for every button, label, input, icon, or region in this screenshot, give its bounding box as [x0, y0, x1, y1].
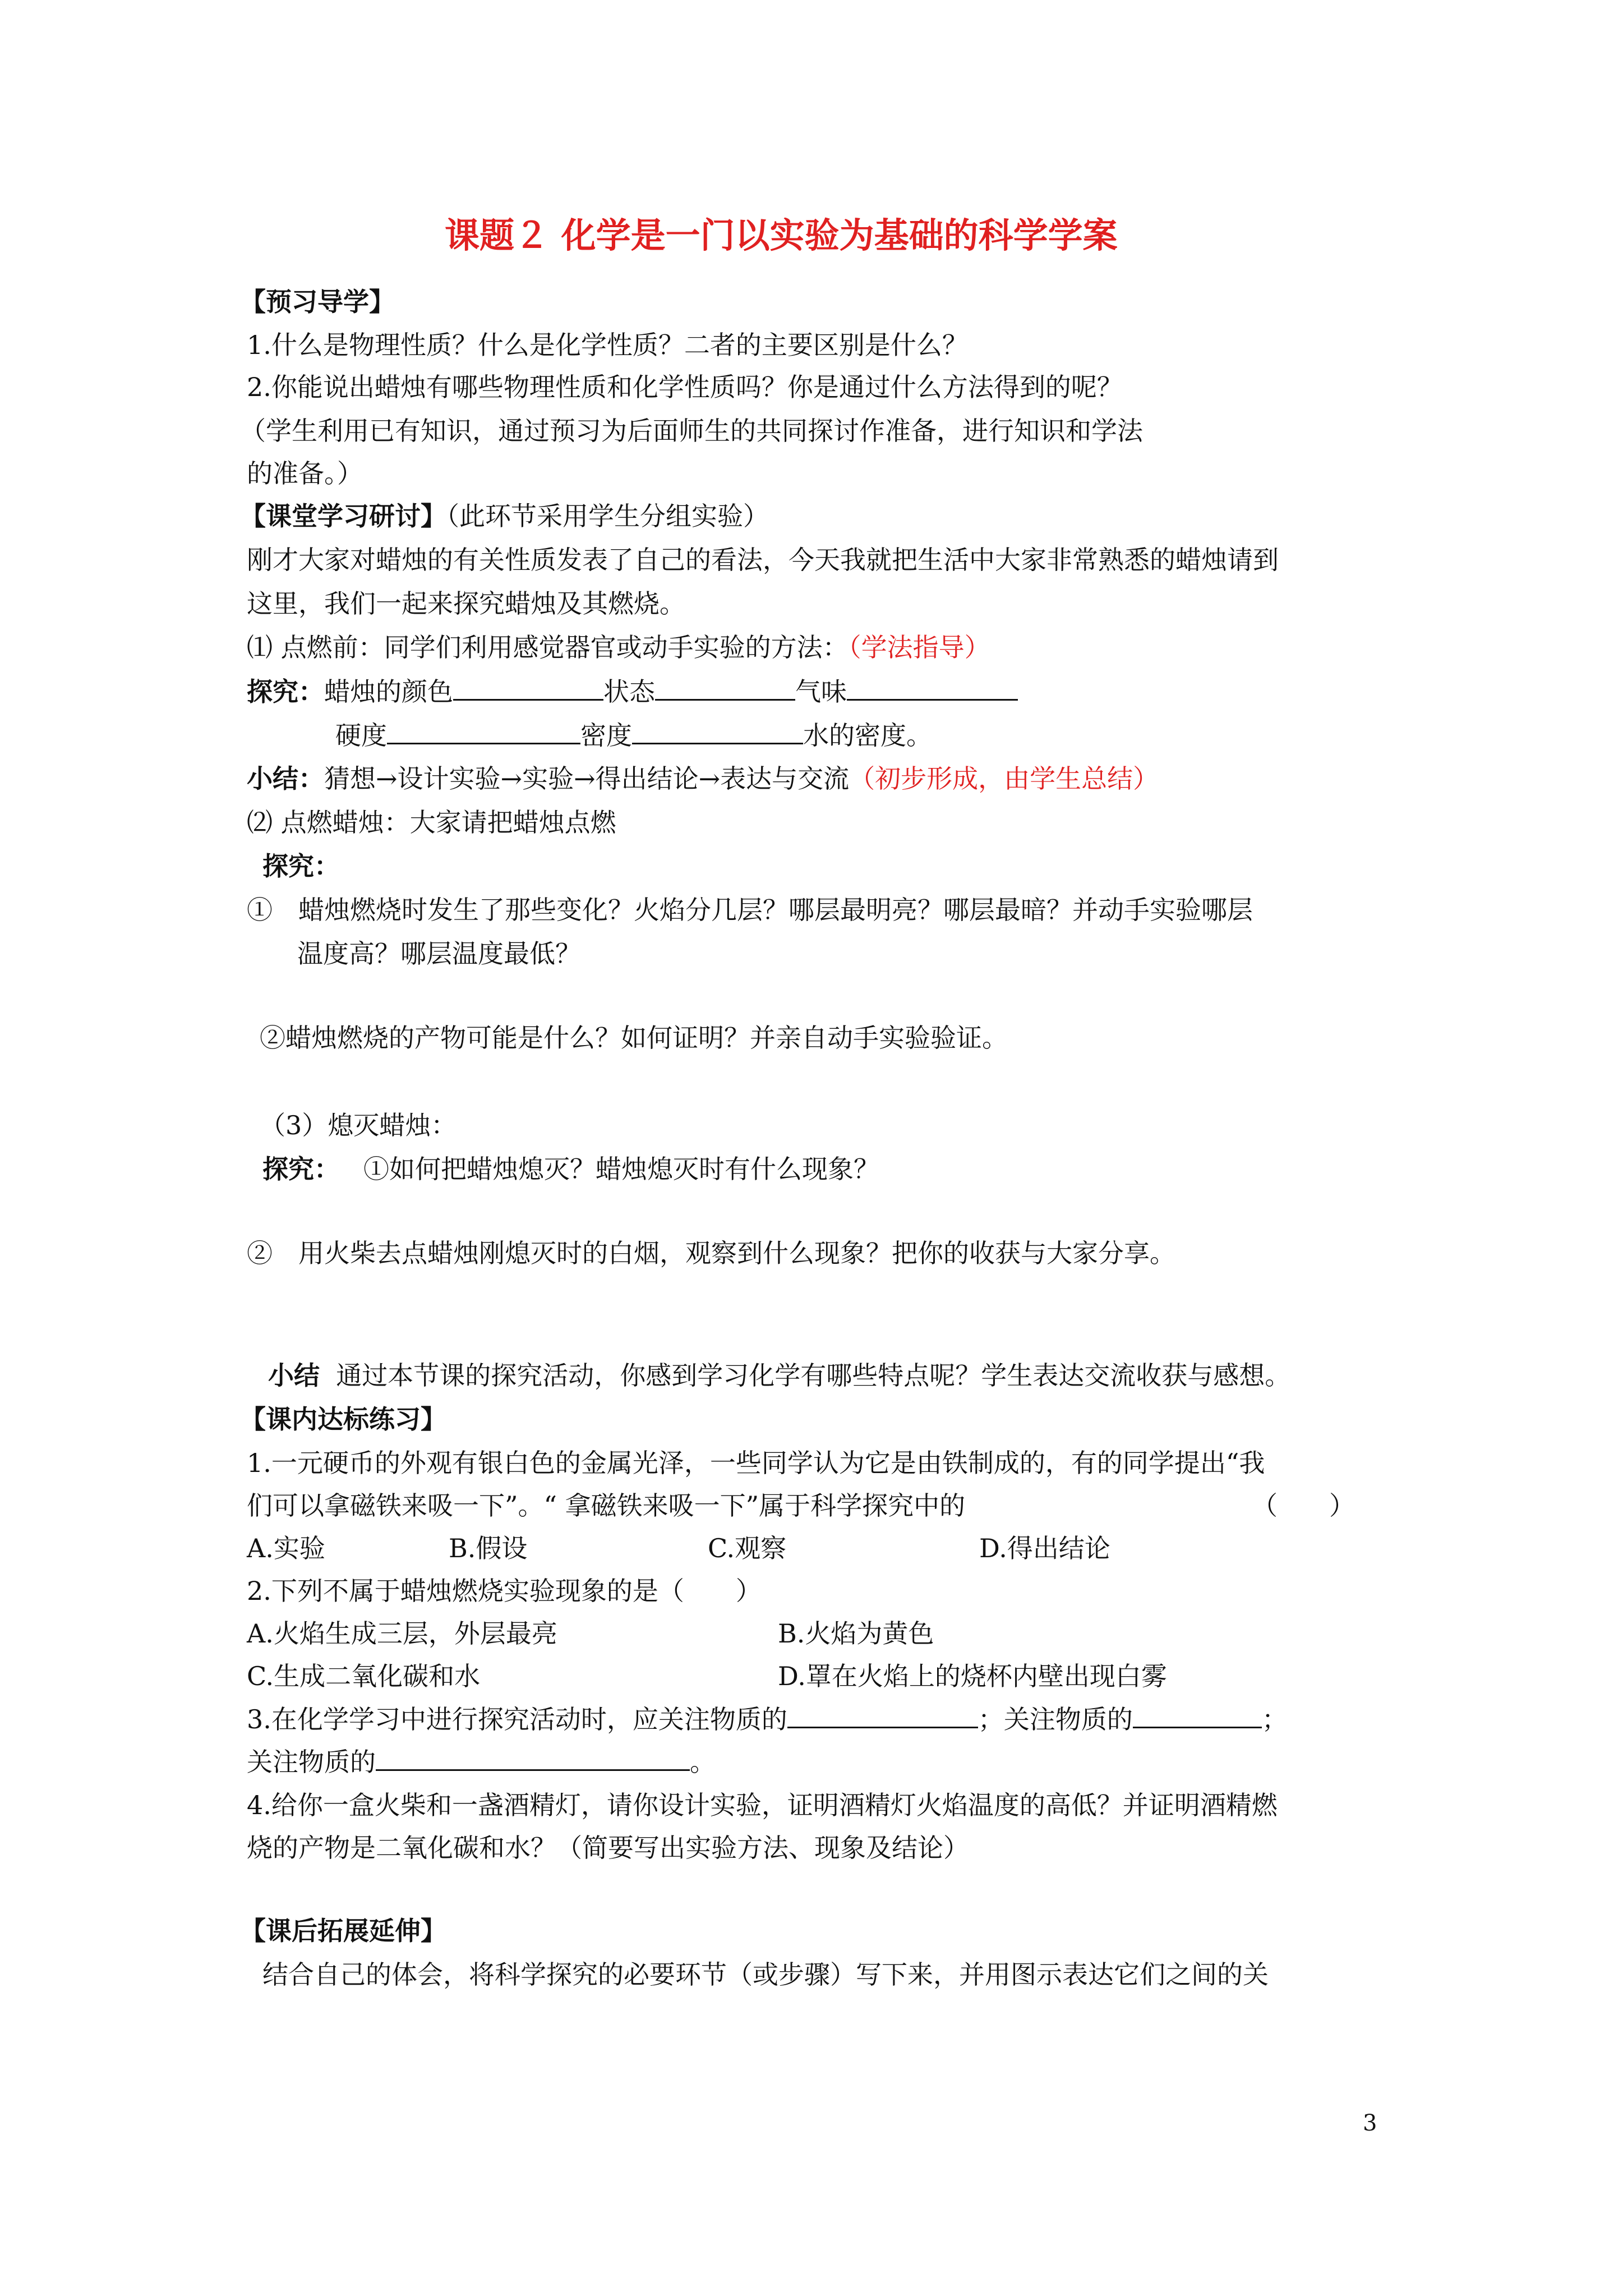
burning-question-1: ① 蜡烛燃烧时发生了那些变化？火焰分几层？哪层最明亮？哪层最暗？并动手实验哪层	[247, 895, 1253, 925]
explore-label-2: 探究：	[262, 851, 340, 881]
state-blank[interactable]	[655, 674, 795, 701]
exercise-2-option-b: B.火焰为黄色	[778, 1618, 934, 1649]
preview-question-2: 2.你能说出蜡烛有哪些物理性质和化学性质吗？你是通过什么方法得到的呢？	[247, 372, 1123, 402]
preview-note-line-1: （学生利用已有知识，通过预习为后面师生的共同探讨作准备，进行知识和学法	[240, 416, 1143, 446]
classroom-intro-line-2: 这里，我们一起来探究蜡烛及其燃烧。	[247, 588, 685, 619]
color-blank[interactable]	[453, 674, 603, 701]
density-label: 密度	[580, 720, 632, 751]
explore-properties-line-1	[247, 674, 1018, 708]
preview-note-line-2: 的准备。）	[247, 458, 363, 489]
exercise-3-blank-3[interactable]	[376, 1745, 690, 1771]
exercise-1-option-d: D.得出结论	[979, 1533, 1110, 1563]
step-before-lighting	[247, 631, 990, 664]
summary-text: 猜想→设计实验→实验→得出结论→表达与交流	[324, 763, 850, 794]
exercise-1-option-a: A.实验	[247, 1533, 325, 1563]
burning-question-1-cont: 温度高？哪层温度最低？	[297, 938, 581, 969]
classroom-intro-line-1: 刚才大家对蜡烛的有关性质发表了自己的看法，今天我就把生活中大家非常熟悉的蜡烛请到	[247, 545, 1279, 575]
color-label: 蜡烛的颜色	[324, 677, 453, 707]
method-guide-note: （学法指导）	[848, 632, 990, 662]
step-before-lighting-text: ⑴ 点燃前：同学们利用感觉器官或动手实验的方法：	[247, 632, 849, 662]
step-extinguish: （3）熄灭蜡烛：	[260, 1110, 457, 1140]
exercise-2-option-a: A.火焰生成三层，外层最亮	[247, 1618, 557, 1649]
exercise-3-text-e: 。	[690, 1747, 716, 1777]
hardness-blank[interactable]	[387, 718, 580, 744]
summary-line	[247, 762, 1159, 795]
exercise-3-blank-2[interactable]	[1133, 1702, 1262, 1728]
exercise-4-line-1: 4.给你一盒火柴和一盏酒精灯，请你设计实验，证明酒精灯火焰温度的高低？并证明酒精燃	[247, 1790, 1278, 1820]
state-label: 状态	[603, 677, 655, 707]
exercise-2: 2.下列不属于蜡烛燃烧实验现象的是（ ）	[247, 1576, 762, 1606]
exercise-3-blank-1[interactable]	[787, 1702, 978, 1728]
exercise-4-line-2: 烧的产物是二氧化碳和水？（简要写出实验方法、现象及结论）	[247, 1833, 969, 1863]
extinguish-question-1: ①如何把蜡烛熄灭？蜡烛熄灭时有什么现象？	[363, 1154, 879, 1184]
summary-2-text: 通过本节课的探究活动，你感到学习化学有哪些特点呢？学生表达交流收获与感想。	[336, 1360, 1291, 1391]
exercise-2-option-c: C.生成二氧化碳和水	[247, 1661, 481, 1691]
smell-label: 气味	[795, 677, 847, 707]
explore-label-3: 探究：	[262, 1154, 340, 1184]
preview-question-1: 1.什么是物理性质？什么是化学性质？二者的主要区别是什么？	[247, 330, 968, 360]
explore-label: 探究：	[247, 677, 324, 707]
summary-2-line	[268, 1359, 1290, 1392]
section-heading-classroom	[240, 499, 769, 533]
summary-2-label: 小结	[268, 1360, 320, 1391]
section-heading-extension: 【课后拓展延伸】	[240, 1916, 446, 1946]
burning-question-2: ②蜡烛燃烧的产物可能是什么？如何证明？并亲自动手实验验证。	[260, 1023, 1008, 1053]
step-lighting: ⑵ 点燃蜡烛：大家请把蜡烛点燃	[247, 807, 616, 838]
exercise-1-option-c: C.观察	[708, 1533, 787, 1563]
page-number: 3	[1363, 2110, 1377, 2136]
summary-note: （初步形成，由学生总结）	[849, 763, 1159, 794]
exercise-1-answer-paren: （ ）	[1252, 1490, 1355, 1521]
classroom-heading-note: （此环节采用学生分组实验）	[446, 501, 769, 531]
classroom-heading-label: 【课堂学习研讨】	[240, 501, 446, 531]
density-blank[interactable]	[632, 718, 803, 744]
exercise-3-line-1	[247, 1702, 1288, 1736]
extinguish-question-2: ② 用火柴去点蜡烛刚熄灭时的白烟，观察到什么现象？把你的收获与大家分享。	[247, 1238, 1175, 1268]
summary-label: 小结：	[247, 763, 324, 794]
extinguish-question-1-line	[262, 1152, 879, 1186]
exercise-3-text-b: ；关注物质的	[978, 1704, 1133, 1734]
exercise-1-line-2: 们可以拿磁铁来吸一下”。“ 拿磁铁来吸一下”属于科学探究中的	[247, 1490, 966, 1521]
exercise-3-text-d: 关注物质的	[247, 1747, 376, 1777]
exercise-1-line-1: 1.一元硬币的外观有银白色的金属光泽，一些同学认为它是由铁制成的，有的同学提出“我	[247, 1448, 1265, 1478]
section-heading-exercises: 【课内达标练习】	[240, 1404, 446, 1434]
exercise-3-line-2	[247, 1745, 716, 1779]
exercise-3-text-c: ；	[1261, 1704, 1288, 1734]
exercise-2-option-d: D.罩在火焰上的烧杯内壁出现白雾	[778, 1661, 1167, 1691]
hardness-label: 硬度	[335, 720, 387, 751]
exercise-3-text-a: 3.在化学学习中进行探究活动时，应关注物质的	[247, 1704, 787, 1734]
extension-text: 结合自己的体会，将科学探究的必要环节（或步骤）写下来，并用图示表达它们之间的关	[262, 1959, 1269, 1990]
exercise-1-option-b: B.假设	[449, 1533, 528, 1563]
water-density-label: 水的密度。	[803, 720, 932, 751]
explore-properties-line-2	[335, 718, 932, 752]
page-title: 课题２ 化学是一门以实验为基础的科学学案	[445, 215, 1118, 256]
smell-blank[interactable]	[847, 674, 1018, 701]
section-heading-preview: 【预习导学】	[240, 287, 395, 317]
